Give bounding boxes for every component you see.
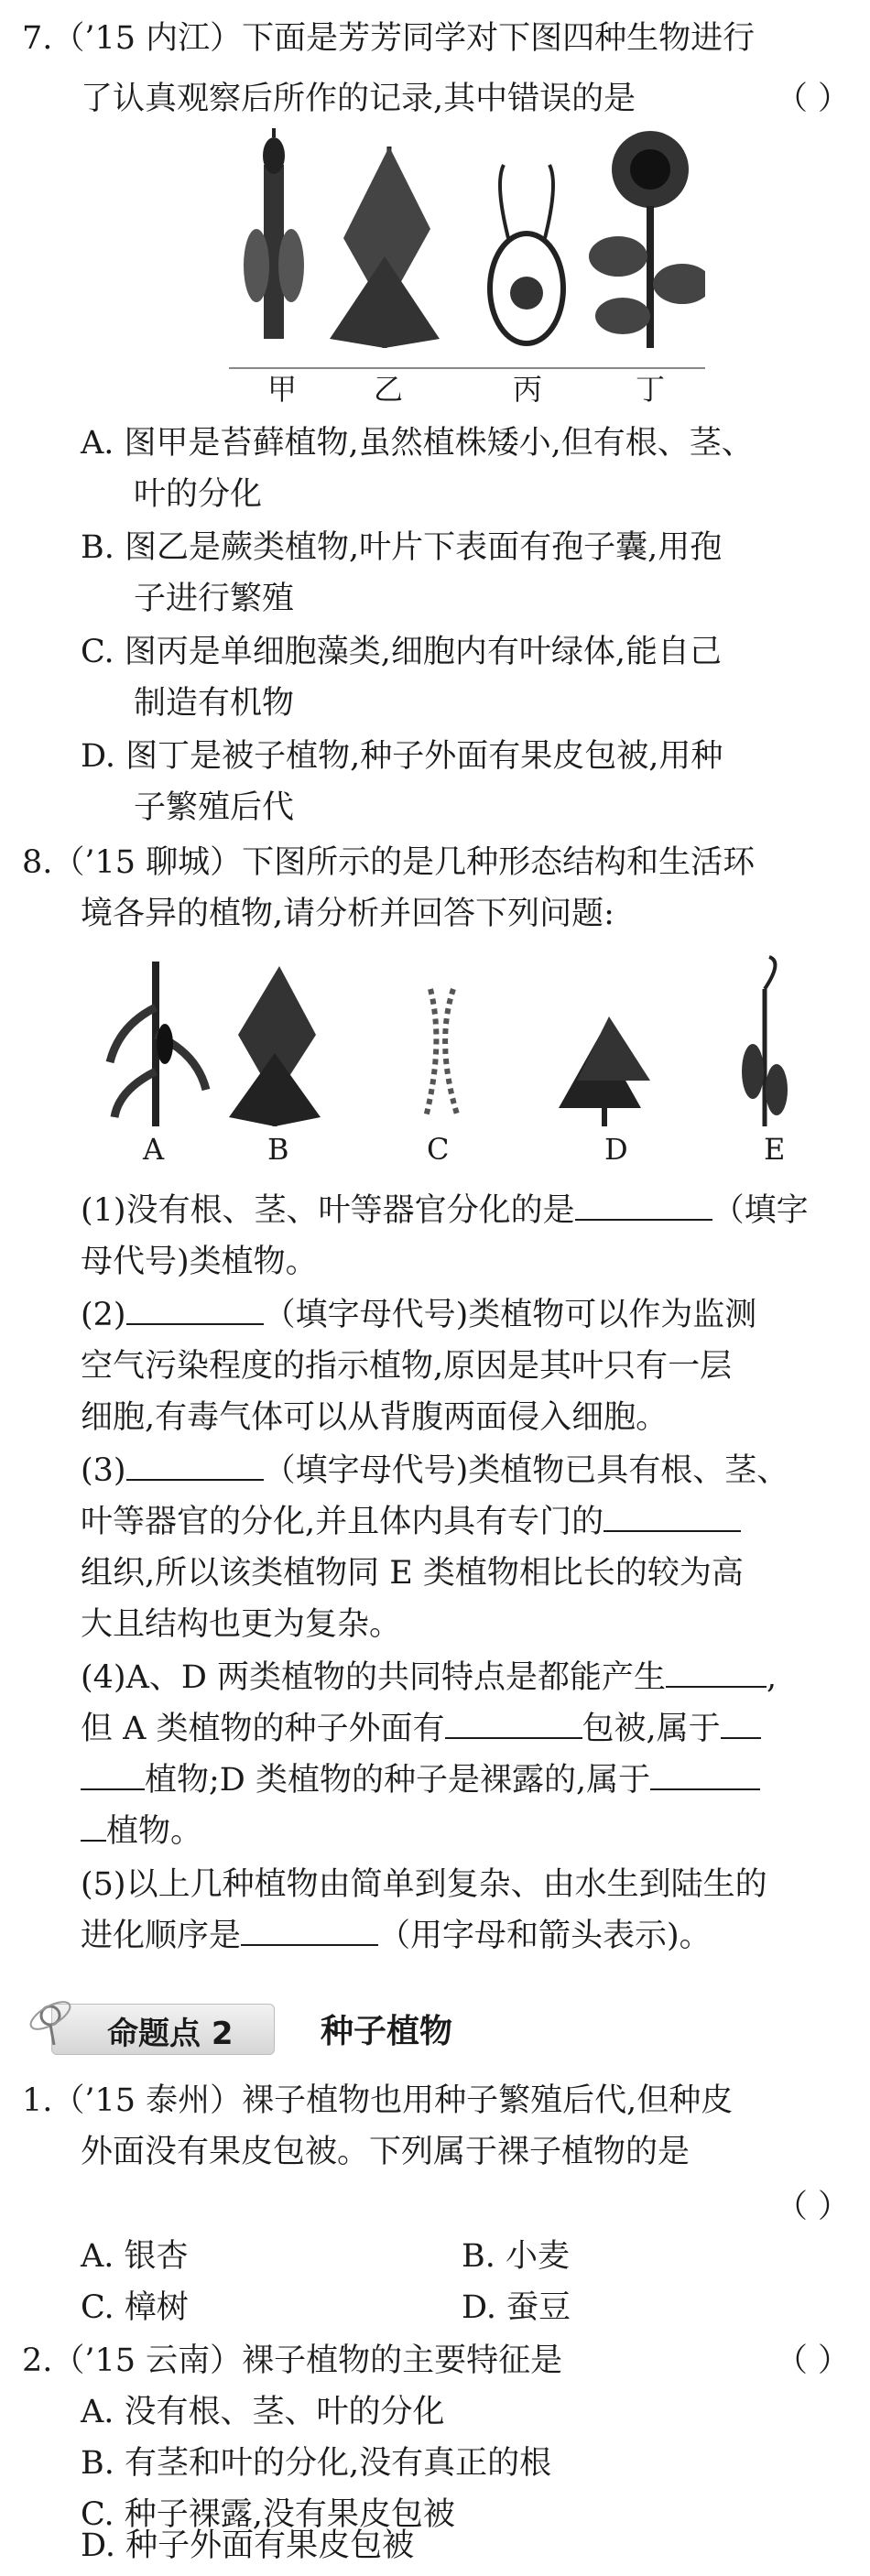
alga-drawing	[490, 165, 563, 343]
q8-sub5-text-c: （用字母和箭头表示)。	[378, 1918, 712, 1954]
q8-sub5-blank[interactable]	[241, 1917, 378, 1946]
q8-sub4-text-d: 包被,属于	[582, 1711, 721, 1747]
q8-sub4-text: (4)A、D 两类植物的共同特点是都能产生	[81, 1659, 667, 1696]
q8-sub4-line3	[81, 1755, 870, 1806]
q8-sub1-line1	[81, 1185, 870, 1236]
q8-sub2-line3: 细胞,有毒气体可以从背腹两面侵入细胞。	[81, 1399, 669, 1436]
section-badge-label: 命题点 2	[107, 2016, 234, 2052]
q8-label-a: A	[143, 1132, 165, 1167]
q2-option-b: B. 有茎和叶的分化,没有真正的根	[81, 2445, 552, 2482]
q2-stem-line1	[22, 2335, 870, 2386]
q1-option-a: A. 银杏	[81, 2238, 189, 2275]
sunflower-drawing	[589, 131, 705, 348]
section-badge	[51, 2004, 275, 2055]
q7-option-b-line1: B. 图乙是蕨类植物,叶片下表面有孢子囊,用孢	[81, 529, 723, 566]
q7-label-yi: 乙	[374, 372, 404, 407]
q8-sub4-blank-type-d[interactable]	[650, 1761, 760, 1790]
q7-label-jia: 甲	[267, 372, 298, 407]
q7-stem-text: 了认真观察后所作的记录,其中错误的是	[81, 81, 636, 117]
q2-answer-paren: （ ）	[775, 2342, 850, 2379]
q8-sub1-text: (1)没有根、茎、叶等器官分化的是	[81, 1192, 575, 1229]
q8-sub5-text-b: 进化顺序是	[81, 1918, 242, 1954]
q8-stem-line1: 8.（’15 聊城）下图所示的是几种形态结构和生活环	[22, 844, 756, 881]
q8-sub3-text-b: （填字母代号)类植物已具有根、茎、	[263, 1452, 789, 1489]
q8-sub3-blank-tissue[interactable]	[604, 1503, 741, 1532]
q2-option-d: D. 种子外面有果皮包被	[81, 2527, 415, 2564]
fern-b-drawing	[229, 966, 321, 1126]
q1-stem-line1: 1.（’15 泰州）裸子植物也用种子繁殖后代,但种皮	[22, 2082, 734, 2119]
q8-sub1-blank[interactable]	[575, 1191, 712, 1221]
q1-option-d: D. 蚕豆	[462, 2289, 571, 2326]
q8-label-e: E	[764, 1132, 786, 1167]
q8-sub4-line1	[81, 1652, 870, 1703]
q8-label-c: C	[427, 1132, 450, 1167]
q8-sub4-text-f: 植物。	[106, 1813, 203, 1850]
q8-sub4-blank-cover[interactable]	[445, 1710, 582, 1739]
q8-sub2-text-b: （填字母代号)类植物可以作为监测	[263, 1297, 757, 1333]
fern-drawing	[330, 147, 440, 348]
section-title: 种子植物	[321, 2013, 453, 2050]
q8-sub5-line1: (5)以上几种植物由简单到复杂、由水生到陆生的	[81, 1866, 767, 1903]
q7-option-a-line1: A. 图甲是苔藓植物,虽然植株矮小,但有根、茎、	[81, 425, 754, 462]
corn-drawing	[110, 962, 206, 1126]
q2-option-a: A. 没有根、茎、叶的分化	[81, 2394, 445, 2430]
q7-stem-line1: 7.（’15 内江）下面是芳芳同学对下图四种生物进行	[22, 20, 756, 57]
q8-sub3-line3: 组织,所以该类植物同 E 类植物相比长的较为高	[81, 1555, 744, 1592]
q8-sub4-text-e: 植物;D 类植物的种子是裸露的,属于	[145, 1762, 651, 1799]
q8-sub3-text-c: 叶等器官的分化,并且体内具有专门的	[81, 1504, 604, 1540]
q8-sub2-text: (2)	[81, 1297, 126, 1333]
q8-sub2-blank[interactable]	[126, 1296, 264, 1325]
q7-organisms-figure	[229, 128, 705, 403]
pine-drawing	[559, 1016, 650, 1126]
q8-sub1-text-b: （填字	[712, 1192, 809, 1229]
q7-stem-line2	[81, 73, 870, 125]
q8-sub3-line2	[81, 1496, 870, 1548]
q7-option-c-line1: C. 图丙是单细胞藻类,细胞内有叶绿体,能自己	[81, 634, 723, 670]
q8-sub4-blank-produce[interactable]	[666, 1658, 767, 1688]
q1-answer-paren: （ ）	[775, 2189, 850, 2225]
q8-sub5-line2	[81, 1910, 870, 1962]
q8-sub3-line4: 大且结构也更为复杂。	[81, 1606, 402, 1643]
q8-sub4-blank-type-d-cont[interactable]	[81, 1812, 106, 1842]
q8-sub3-blank[interactable]	[126, 1451, 264, 1481]
q2-stem-text: 2.（’15 云南）裸子植物的主要特征是	[22, 2342, 563, 2379]
q8-sub4-line2	[81, 1703, 870, 1755]
q8-sub3-line1	[81, 1445, 870, 1496]
q1-option-b: B. 小麦	[462, 2238, 570, 2275]
q8-plants-figure	[92, 952, 815, 1136]
q7-answer-paren: （ ）	[775, 81, 850, 117]
q7-option-d-line2: 子繁殖后代	[134, 789, 295, 826]
q8-sub4-line4	[81, 1806, 870, 1857]
q8-label-d: D	[604, 1132, 628, 1167]
q8-label-b: B	[267, 1132, 289, 1167]
q8-stem-line2: 境各异的植物,请分析并回答下列问题:	[81, 896, 614, 932]
q8-sub4-comma: ,	[767, 1659, 778, 1696]
moss-drawing	[244, 128, 304, 339]
q8-sub4-blank-type-a[interactable]	[721, 1710, 761, 1739]
q7-option-b-line2: 子进行繁殖	[134, 581, 295, 617]
q1-stem-line2: 外面没有果皮包被。下列属于裸子植物的是	[81, 2134, 691, 2170]
q8-sub4-text-c: 但 A 类植物的种子外面有	[81, 1711, 445, 1747]
alga-strands-drawing	[426, 989, 458, 1117]
q8-sub1-line2: 母代号)类植物。	[81, 1244, 318, 1280]
flower-icon	[27, 1992, 82, 2047]
q7-option-a-line2: 叶的分化	[134, 476, 263, 513]
q8-sub3-text: (3)	[81, 1452, 126, 1489]
q7-option-c-line2: 制造有机物	[134, 685, 295, 722]
q2-option-c: C. 种子裸露,没有果皮包被	[81, 2496, 455, 2533]
q1-option-c: C. 樟树	[81, 2289, 189, 2326]
q7-label-bing: 丙	[513, 372, 543, 407]
sprout-drawing	[742, 957, 788, 1126]
q7-option-d-line1: D. 图丁是被子植物,种子外面有果皮包被,用种	[81, 738, 723, 775]
q8-sub4-blank-type-a-cont[interactable]	[81, 1761, 145, 1790]
q8-sub2-line2: 空气污染程度的指示植物,原因是其叶只有一层	[81, 1348, 733, 1385]
q8-sub2-line1	[81, 1289, 870, 1341]
q7-label-ding: 丁	[636, 372, 666, 407]
